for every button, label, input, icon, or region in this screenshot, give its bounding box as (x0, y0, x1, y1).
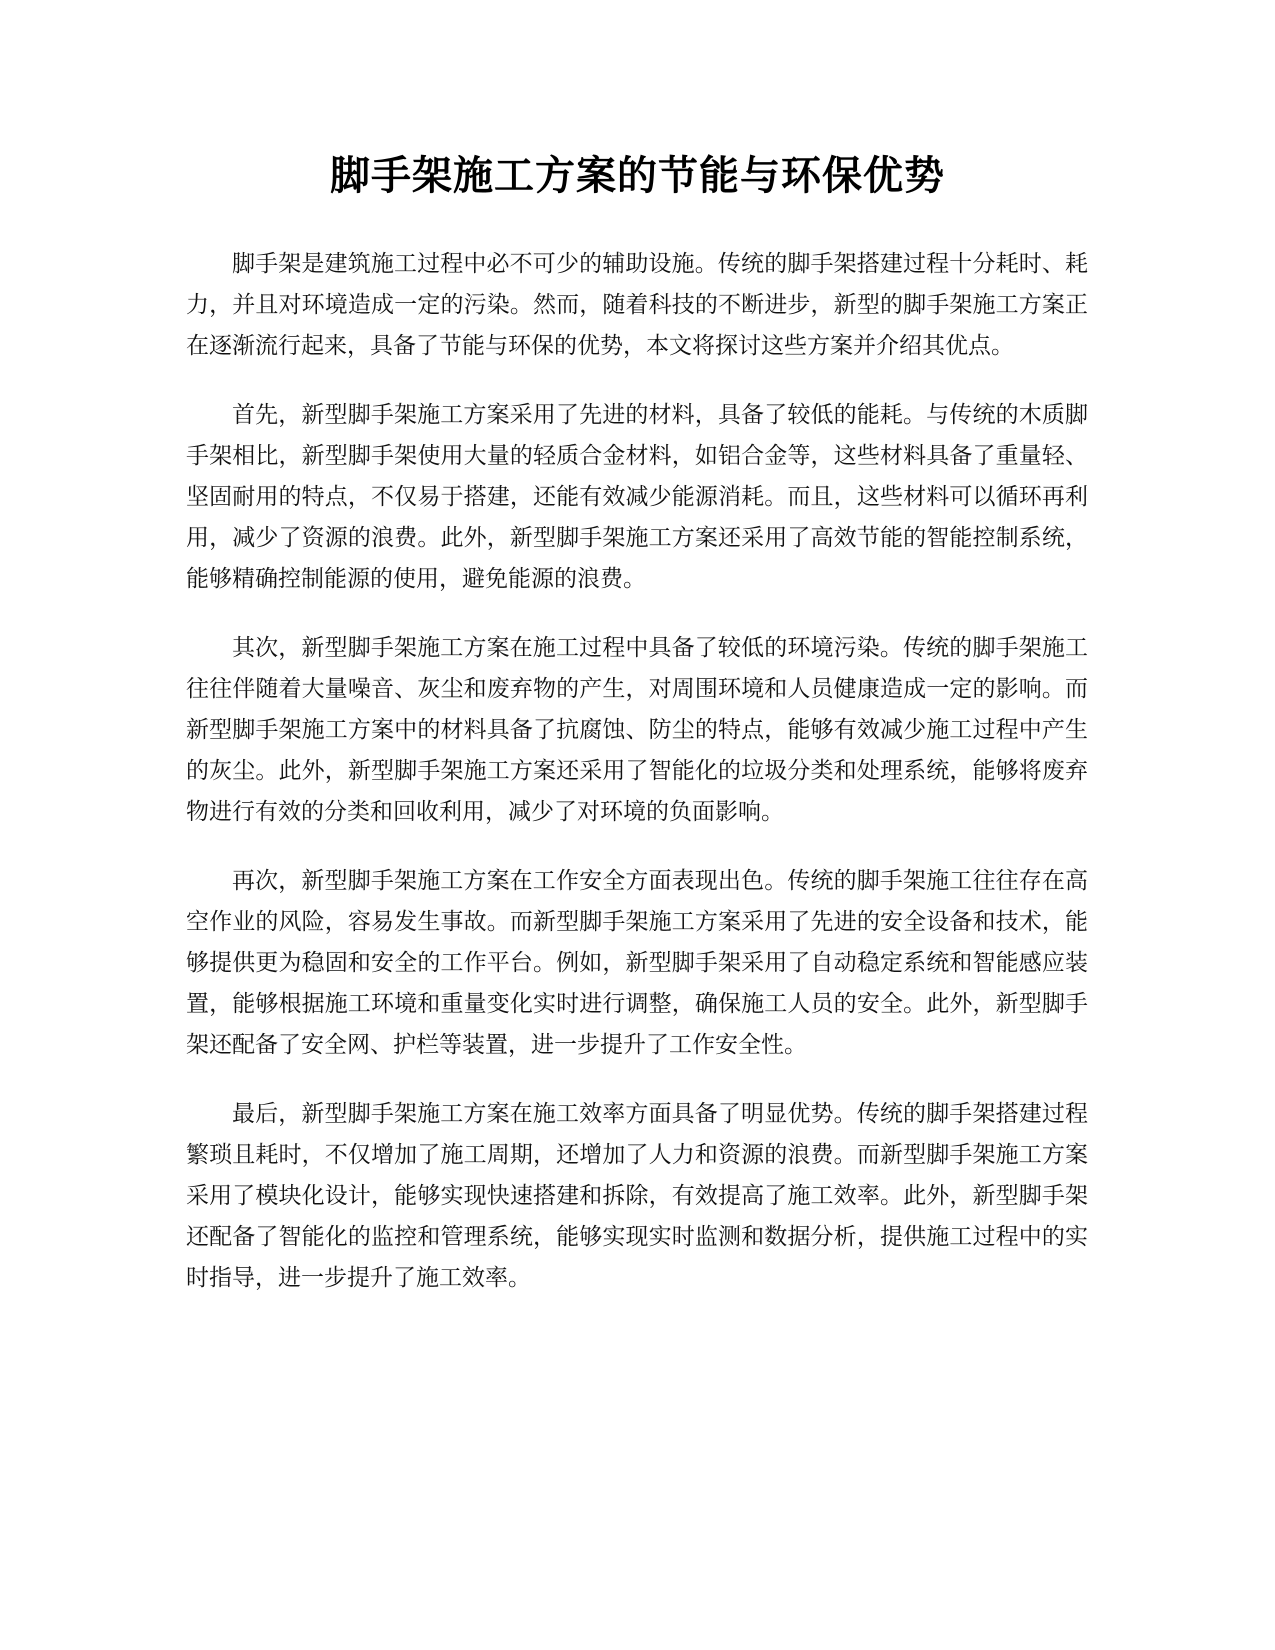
paragraph-environment: 其次，新型脚手架施工方案在施工过程中具备了较低的环境污染。传统的脚手架施工往往伴随着大量噪音、灰尘和废弃物的产生，对周围环境和人员健康造成一定的影响。而新型脚手架施工方案中的材料具备了抗腐蚀、防尘的特点，能够有效减少施工过程中产生的灰尘。此外，新型脚手架施工方案还采用了智能化的垃圾分类和处理系统，能够将废弃物进行有效的分类和回收利用，减少了对环境的负面影响。 (186, 635, 1088, 825)
document-body (186, 244, 1088, 1327)
paragraph-energy-saving: 首先，新型脚手架施工方案采用了先进的材料，具备了较低的能耗。与传统的木质脚手架相比，新型脚手架使用大量的轻质合金材料，如铝合金等，这些材料具备了重量轻、坚固耐用的特点，不仅易于搭建，还能有效减少能源消耗。而且，这些材料可以循环再利用，减少了资源的浪费。此外，新型脚手架施工方案还采用了高效节能的智能控制系统，能够精确控制能源的使用，避免能源的浪费。 (186, 402, 1088, 592)
paragraph-efficiency: 最后，新型脚手架施工方案在施工效率方面具备了明显优势。传统的脚手架搭建过程繁琐且耗时，不仅增加了施工周期，还增加了人力和资源的浪费。而新型脚手架施工方案采用了模块化设计，能够实现快速搭建和拆除，有效提高了施工效率。此外，新型脚手架还配备了智能化的监控和管理系统，能够实现实时监测和数据分析，提供施工过程中的实时指导，进一步提升了施工效率。 (186, 1101, 1088, 1291)
document-title: 脚手架施工方案的节能与环保优势 (330, 153, 945, 199)
paragraph-safety: 再次，新型脚手架施工方案在工作安全方面表现出色。传统的脚手架施工往往存在高空作业的风险，容易发生事故。而新型脚手架施工方案采用了先进的安全设备和技术，能够提供更为稳固和安全的工作平台。例如，新型脚手架采用了自动稳定系统和智能感应装置，能够根据施工环境和重量变化实时进行调整，确保施工人员的安全。此外，新型脚手架还配备了安全网、护栏等装置，进一步提升了工作安全性。 (186, 868, 1088, 1058)
paragraph-intro: 脚手架是建筑施工过程中必不可少的辅助设施。传统的脚手架搭建过程十分耗时、耗力，并且对环境造成一定的污染。然而，随着科技的不断进步，新型的脚手架施工方案正在逐渐流行起来，具备了节能与环保的优势，本文将探讨这些方案并介绍其优点。 (186, 251, 1088, 359)
